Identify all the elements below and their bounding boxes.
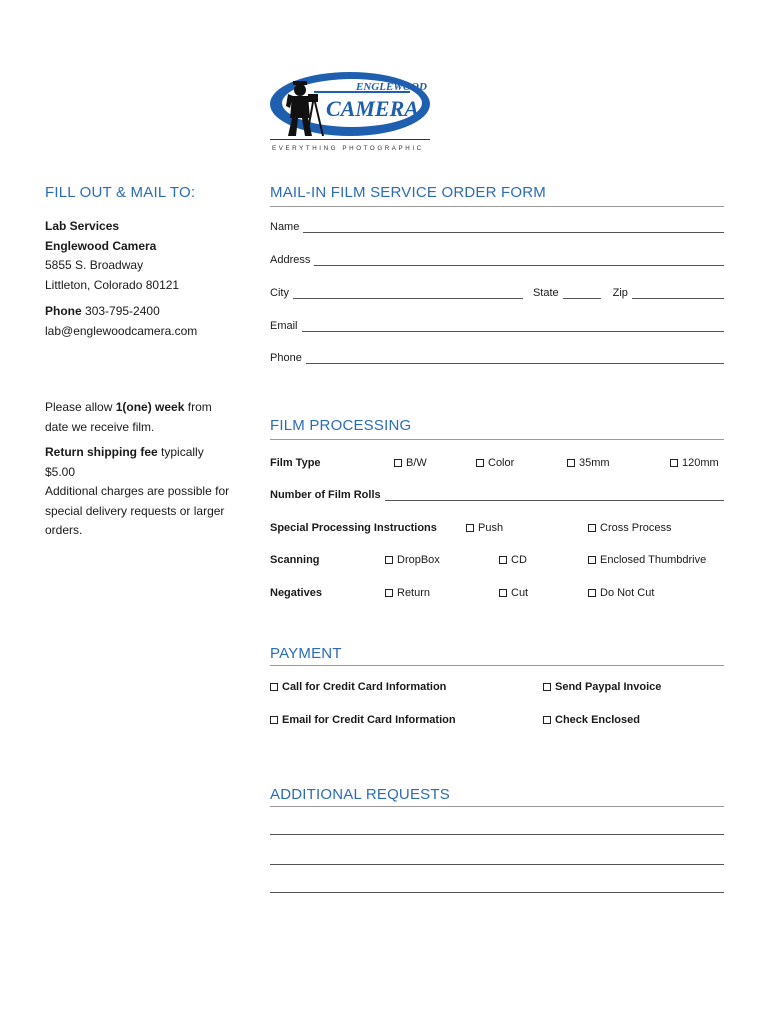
payment-check[interactable] bbox=[543, 714, 640, 726]
logo-main-text: CAMERA bbox=[326, 96, 419, 121]
checkbox-icon[interactable] bbox=[588, 589, 596, 597]
film-type-bw[interactable] bbox=[394, 457, 427, 469]
state-input-line[interactable] bbox=[563, 288, 601, 299]
cross-process-label: Cross Process bbox=[600, 522, 672, 534]
option-do-not-cut[interactable] bbox=[588, 587, 654, 599]
checkbox-icon[interactable] bbox=[385, 556, 393, 564]
name-input-line[interactable] bbox=[303, 222, 724, 233]
film-rolls-input-line[interactable] bbox=[385, 490, 724, 501]
checkbox-icon[interactable] bbox=[670, 459, 678, 467]
do-not-cut-label: Do Not Cut bbox=[600, 587, 655, 599]
checkbox-icon[interactable] bbox=[270, 716, 278, 724]
name-field[interactable] bbox=[270, 221, 724, 233]
mail-to-address bbox=[45, 217, 179, 295]
mail-to-heading: FILL OUT & MAIL TO: bbox=[45, 184, 196, 201]
checkbox-icon[interactable] bbox=[385, 589, 393, 597]
logo-tagline: EVERYTHING PHOTOGRAPHIC bbox=[272, 145, 424, 152]
special-instructions-label: Special Processing Instructions bbox=[270, 522, 437, 534]
city-state-zip-row bbox=[270, 287, 724, 299]
film-rolls-label: Number of Film Rolls bbox=[270, 489, 381, 501]
checkbox-icon[interactable] bbox=[476, 459, 484, 467]
processing-rule bbox=[270, 439, 724, 440]
contact-info bbox=[45, 302, 197, 341]
film-type-120mm[interactable] bbox=[670, 457, 719, 469]
phone-field-label: Phone bbox=[270, 352, 302, 364]
shipping-note bbox=[45, 443, 230, 541]
payment-paypal[interactable] bbox=[543, 681, 661, 693]
email-payment-label: Email for Credit Card Information bbox=[282, 714, 456, 726]
turnaround-note bbox=[45, 398, 230, 437]
35mm-label: 35mm bbox=[579, 457, 610, 469]
option-thumbdrive[interactable] bbox=[588, 554, 706, 566]
address-field[interactable] bbox=[270, 254, 724, 266]
option-push[interactable] bbox=[466, 522, 503, 534]
address-label: Address bbox=[270, 254, 311, 266]
cd-label: CD bbox=[511, 554, 527, 566]
option-dropbox[interactable] bbox=[385, 554, 440, 566]
name-label: Name bbox=[270, 221, 300, 233]
checkbox-icon[interactable] bbox=[588, 556, 596, 564]
call-label: Call for Credit Card Information bbox=[282, 681, 447, 693]
phone-number[interactable]: 303-795-2400 bbox=[85, 304, 160, 318]
address-line-1: 5855 S. Broadway bbox=[45, 258, 144, 272]
return-label: Return bbox=[397, 587, 431, 599]
film-processing-heading: FILM PROCESSING bbox=[270, 417, 412, 434]
cut-label: Cut bbox=[511, 587, 529, 599]
request-line-2[interactable] bbox=[270, 864, 724, 865]
logo-top-text: ENGLEWOOD bbox=[356, 81, 427, 93]
org-line-1: Lab Services bbox=[45, 219, 120, 233]
option-return[interactable] bbox=[385, 587, 430, 599]
option-cd[interactable] bbox=[499, 554, 527, 566]
scanning-label: Scanning bbox=[270, 554, 320, 566]
option-cross-process[interactable] bbox=[588, 522, 672, 534]
email-input-line[interactable] bbox=[302, 321, 724, 332]
zip-label: Zip bbox=[612, 287, 628, 299]
checkbox-icon[interactable] bbox=[499, 556, 507, 564]
push-label: Push bbox=[478, 522, 504, 534]
check-label: Check Enclosed bbox=[555, 714, 640, 726]
checkbox-icon[interactable] bbox=[499, 589, 507, 597]
additional-requests-heading: ADDITIONAL REQUESTS bbox=[270, 786, 450, 803]
email-label: Email bbox=[270, 320, 298, 332]
ship-bold: Return shipping fee bbox=[45, 445, 158, 459]
phone-label: Phone bbox=[45, 304, 82, 318]
dropbox-label: DropBox bbox=[397, 554, 440, 566]
allow-bold: 1(one) week bbox=[115, 400, 185, 414]
payment-rule bbox=[270, 665, 724, 666]
request-line-3[interactable] bbox=[270, 892, 724, 893]
company-logo bbox=[262, 66, 438, 156]
allow-post: from date we receive film. bbox=[45, 400, 212, 434]
film-type-35mm[interactable] bbox=[567, 457, 610, 469]
state-label: State bbox=[532, 287, 559, 299]
address-input-line[interactable] bbox=[314, 255, 724, 266]
negatives-label: Negatives bbox=[270, 587, 322, 599]
paypal-label: Send Paypal Invoice bbox=[555, 681, 662, 693]
title-rule bbox=[270, 206, 724, 207]
checkbox-icon[interactable] bbox=[543, 716, 551, 724]
email-field[interactable] bbox=[270, 320, 724, 332]
film-type-label: Film Type bbox=[270, 457, 321, 469]
phone-field[interactable] bbox=[270, 352, 724, 364]
zip-input-line[interactable] bbox=[632, 288, 724, 299]
film-rolls-field[interactable] bbox=[270, 489, 724, 501]
request-line-1[interactable] bbox=[270, 834, 724, 835]
org-line-2: Englewood Camera bbox=[45, 238, 157, 253]
city-input-line[interactable] bbox=[293, 288, 523, 299]
bw-label: B/W bbox=[406, 457, 427, 469]
checkbox-icon[interactable] bbox=[270, 683, 278, 691]
checkbox-icon[interactable] bbox=[588, 524, 596, 532]
city-label: City bbox=[270, 287, 289, 299]
checkbox-icon[interactable] bbox=[543, 683, 551, 691]
additional-rule bbox=[270, 806, 724, 807]
120mm-label: 120mm bbox=[682, 457, 719, 469]
extra-charges-note: Additional charges are possible for special delivery requests or larger orders. bbox=[45, 484, 230, 537]
ship-post: typically $5.00 bbox=[45, 445, 204, 479]
option-cut[interactable] bbox=[499, 587, 528, 599]
logo-graphic bbox=[262, 66, 438, 156]
address-line-2: Littleton, Colorado 80121 bbox=[45, 277, 180, 292]
contact-email[interactable]: lab@englewoodcamera.com bbox=[45, 323, 198, 338]
checkbox-icon[interactable] bbox=[567, 459, 575, 467]
thumbdrive-label: Enclosed Thumbdrive bbox=[600, 554, 707, 566]
allow-pre: Please allow bbox=[45, 400, 113, 414]
checkbox-icon[interactable] bbox=[466, 524, 474, 532]
phone-input-line[interactable] bbox=[306, 353, 724, 364]
payment-call[interactable] bbox=[270, 681, 446, 693]
payment-heading: PAYMENT bbox=[270, 645, 342, 662]
checkbox-icon[interactable] bbox=[394, 459, 402, 467]
film-type-color[interactable] bbox=[476, 457, 514, 469]
payment-email[interactable] bbox=[270, 714, 456, 726]
color-label: Color bbox=[488, 457, 515, 469]
form-title: MAIL-IN FILM SERVICE ORDER FORM bbox=[270, 184, 546, 201]
